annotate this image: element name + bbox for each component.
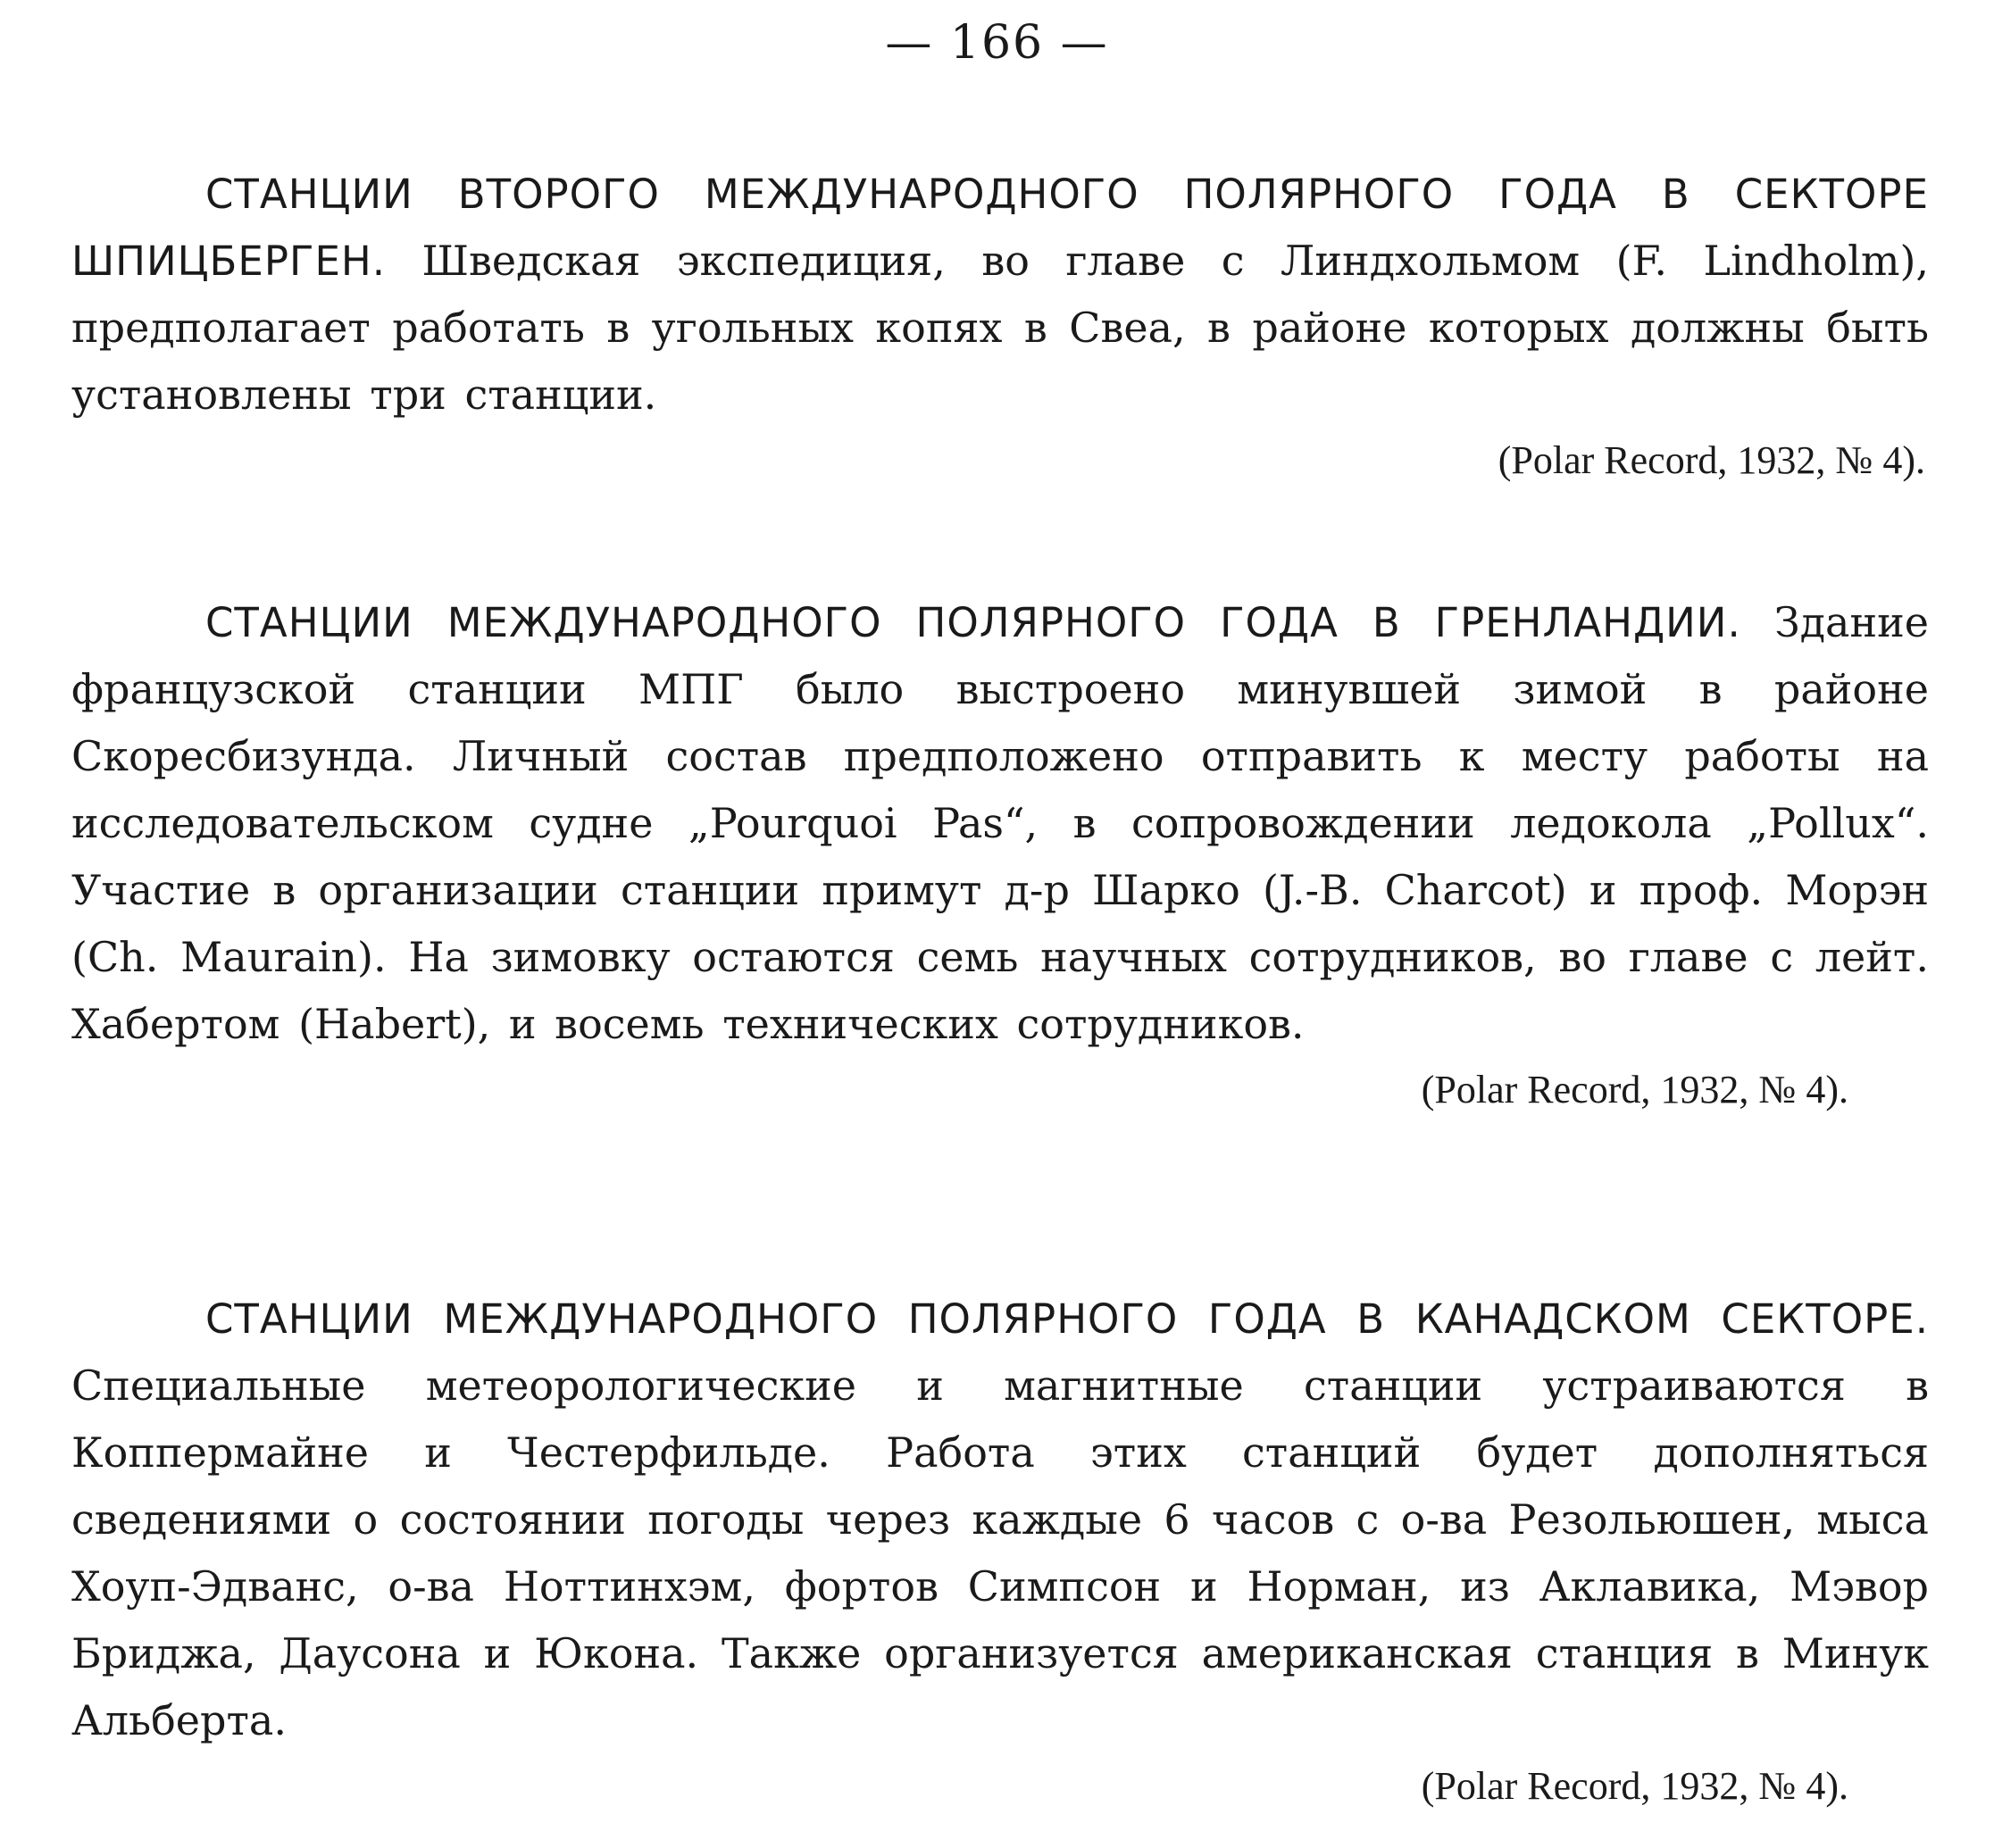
- article-heading: СТАНЦИИ МЕЖДУНАРОДНОГО ПОЛЯРНОГО ГОДА В КАНАДСКОМ СЕКТОРЕ.: [205, 1295, 1929, 1343]
- article-greenland: [71, 589, 1929, 1117]
- article-body: [71, 589, 1929, 1058]
- article-text: Здание французской станции МПГ было выстроено минувшей зимой в районе Скоресбизунда. Личный состав предположено отправить к месту работы на исследовательском судне „Pourquoi Pas“, в сопровождении ледокола „Pollux“. Участие в организации станции примут д-р Шарко (J.-B. Charcot) и проф. Морэн (Ch. Maurain). На зимовку остаются семь научных сотрудников, во главе с лейт. Хабертом (Habert), и восемь технических сотрудников.: [71, 598, 1929, 1048]
- article-body: [71, 161, 1929, 429]
- article-heading: СТАНЦИИ МЕЖДУНАРОДНОГО ПОЛЯРНОГО ГОДА В ГРЕНЛАНДИИ.: [205, 599, 1741, 646]
- article-source: (Polar Record, 1932, № 4).: [1421, 1764, 1848, 1808]
- article-text: Шведская экспедиция, во главе с Линдхольмом (F. Lindholm), предполагает работать в угольных копях в Свеа, в районе которых должны быть установлены три станции.: [71, 237, 1930, 419]
- article-spitsbergen: [71, 161, 1929, 487]
- article-body: [71, 1286, 1929, 1754]
- article-heading: СТАНЦИИ ВТОРОГО МЕЖДУНАРОДНОГО ПОЛЯРНОГО ГОДА В СЕКТОРЕ ШПИЦБЕРГЕН.: [71, 171, 1929, 285]
- article-source: (Polar Record, 1932, № 4).: [1421, 1068, 1848, 1111]
- page-number: — 166 —: [885, 16, 1109, 70]
- article-canadian-sector: [71, 1286, 1929, 1813]
- article-source: (Polar Record, 1932, № 4).: [1498, 438, 1925, 482]
- article-text: Специальные метеорологические и магнитные станции устраиваются в Коппермайне и Честерфильде. Работа этих станций будет дополняться сведениями о состоянии погоды через каждые 6 часов с о-ва Резольюшен, мыса Хоуп-Эдванс, о-ва Ноттинхэм, фортов Симпсон и Норман, из Аклавика, Мэвор Бриджа, Даусона и Юкона. Также организуется американская станция в Минук Альберта.: [71, 1361, 1929, 1744]
